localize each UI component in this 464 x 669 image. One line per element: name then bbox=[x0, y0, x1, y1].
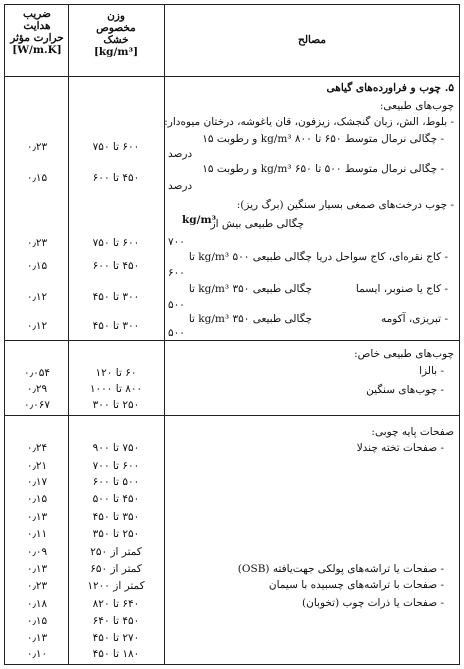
density-cell: ۶۰ تا ۱۲۰ bbox=[95, 367, 137, 379]
material-label: - کاج نقره‌ای، کاج سواحل دریا bbox=[316, 251, 448, 263]
header-conductivity-line: [W/m.K] bbox=[12, 44, 62, 56]
conductivity-cell: ۰٫۱۲ bbox=[26, 291, 48, 303]
material-label: - چگالی نرمال متوسط ۶۵۰ تا ۸۰۰ kg/m³ و رطوبت ۱۵ bbox=[202, 133, 444, 145]
header-density-line: خشک bbox=[103, 34, 129, 46]
density-cell: ۷۵۰ تا ۹۰۰ bbox=[92, 442, 140, 454]
section-divider-1 bbox=[4, 340, 460, 341]
material-label: - چوب درخت‌های صمغی بسیار سنگین (برگ ریز): bbox=[236, 199, 454, 211]
material-label: - کاج یا صنوبر، ایسما bbox=[355, 283, 448, 295]
header-conductivity-line: هدایت bbox=[23, 20, 51, 32]
header-density-line: [kg/m³] bbox=[93, 46, 139, 58]
material-label: - صفحات یا ذرات چوب (تخوبان) bbox=[302, 597, 444, 609]
value-label: ۵۰۰ bbox=[168, 299, 185, 311]
conductivity-cell: ۰٫۱۳ bbox=[26, 511, 48, 523]
density-cell: ۶۰۰ تا ۷۵۰ bbox=[92, 237, 140, 249]
header-conductivity-line: ضریب bbox=[23, 8, 51, 20]
material-label: - صفحات تخته چندلا bbox=[356, 442, 444, 454]
material-label: - صفحات یا تراشه‌های پولکی جهت‌یافته (OSB) bbox=[237, 563, 444, 575]
density-cell: ۳۵۰ تا ۴۵۰ bbox=[92, 511, 140, 523]
material-label: - چوب‌های سنگین bbox=[366, 384, 444, 396]
conductivity-cell: ۰٫۲۳ bbox=[26, 580, 48, 592]
material-label: - صفحات با تراشه‌های چسبیده با سیمان bbox=[268, 579, 444, 591]
density-cell: ۸۰۰ تا ۱۰۰۰ bbox=[89, 383, 143, 395]
density-cell: کمتر از ۶۵۰ bbox=[90, 563, 142, 575]
density-cell: ۴۵۰ تا ۶۰۰ bbox=[92, 172, 140, 184]
value-label: ۷۰۰ bbox=[168, 236, 185, 248]
conductivity-cell: ۰٫۰۹ bbox=[26, 546, 48, 558]
conductivity-cell: ۰٫۱۵ bbox=[26, 172, 48, 184]
column-divider-1 bbox=[68, 4, 69, 665]
unit-label: kg/m³ bbox=[182, 214, 217, 226]
header-materials: مصالح bbox=[298, 34, 326, 46]
material-label: چگالی طبیعی بیش از bbox=[210, 218, 304, 230]
conductivity-cell: ۰٫۲۳ bbox=[26, 237, 48, 249]
subsection-title: چوب‌های طبیعی: bbox=[379, 100, 454, 112]
density-cell: ۶۰۰ تا ۷۰۰ bbox=[92, 460, 140, 472]
conductivity-cell: ۰٫۱۵ bbox=[26, 260, 48, 272]
conductivity-cell: ۰٫۲۴ bbox=[26, 442, 48, 454]
density-cell: ۴۵۰ تا ۵۰۰ bbox=[92, 493, 140, 505]
conductivity-cell: ۰٫۱۰ bbox=[26, 648, 48, 660]
material-label: چگالی طبیعی ۳۵۰ kg/m³ تا bbox=[188, 313, 312, 325]
density-cell: کمتر از ۱۲۰۰ bbox=[87, 580, 145, 592]
density-cell: ۴۵۰ تا ۶۰۰ bbox=[92, 260, 140, 272]
conductivity-cell: ۰٫۰۶۷ bbox=[24, 399, 50, 411]
conductivity-cell: ۰٫۲۱ bbox=[26, 460, 48, 472]
header-conductivity-line: حرارت مؤثر bbox=[10, 32, 64, 44]
column-divider-2 bbox=[164, 4, 165, 665]
section-title: ۵. چوب و فراورده‌های گیاهی bbox=[326, 82, 454, 94]
density-cell: ۶۴۰ تا ۸۲۰ bbox=[92, 598, 140, 610]
conductivity-cell: ۰٫۱۵ bbox=[26, 493, 48, 505]
conductivity-cell: ۰٫۱۷ bbox=[26, 476, 48, 488]
subsection-title: چوب‌های طبیعی خاص: bbox=[354, 348, 454, 360]
conductivity-cell: ۰٫۱۳ bbox=[26, 632, 48, 644]
material-label: - چگالی نرمال متوسط ۵۰۰ تا ۶۵۰ kg/m³ و رطوبت ۱۵ bbox=[202, 163, 444, 175]
density-cell: ۱۸۰ تا ۴۵۰ bbox=[92, 648, 140, 660]
material-label: - بالزا bbox=[419, 365, 444, 377]
density-cell: ۶۰۰ تا ۷۵۰ bbox=[92, 141, 140, 153]
conductivity-cell: ۰٫۱۱ bbox=[26, 528, 48, 540]
header-density bbox=[70, 10, 162, 58]
value-label: ۵۰۰ bbox=[168, 327, 185, 339]
conductivity-cell: ۰٫۱۸ bbox=[26, 598, 48, 610]
section-divider-2 bbox=[4, 415, 460, 416]
material-label: - تبریزی، آکومه bbox=[380, 313, 448, 325]
density-cell: ۲۵۰ تا ۳۰۰ bbox=[92, 399, 140, 411]
density-cell: کمتر از ۲۵۰ bbox=[90, 546, 142, 558]
conductivity-cell: ۰٫۱۲ bbox=[26, 320, 48, 332]
subsection-title: صفحات پایه چوبی: bbox=[371, 426, 454, 438]
conductivity-cell: ۰٫۲۳ bbox=[26, 141, 48, 153]
density-cell: ۳۰۰ تا ۴۵۰ bbox=[92, 291, 140, 303]
header-conductivity bbox=[6, 8, 68, 56]
density-cell: ۲۵۰ تا ۳۵۰ bbox=[92, 528, 140, 540]
value-label: ۶۰۰ bbox=[168, 267, 185, 279]
material-label: - بلوط، الش، زبان گنجشک، زیزفون، قان یاغوشه، درختان میوه‌دار: bbox=[164, 116, 454, 128]
density-cell: ۵۰۰ تا ۶۰۰ bbox=[92, 476, 140, 488]
conductivity-cell: ۰٫۲۹ bbox=[26, 383, 48, 395]
density-cell: ۳۰۰ تا ۴۵۰ bbox=[92, 320, 140, 332]
header-density-line: وزن bbox=[107, 10, 125, 22]
density-cell: ۲۷۰ تا ۴۵۰ bbox=[92, 632, 140, 644]
conductivity-cell: ۰٫۱۳ bbox=[26, 563, 48, 575]
material-label: درصد bbox=[168, 180, 193, 192]
header-divider bbox=[4, 76, 460, 77]
density-cell: ۴۵۰ تا ۶۴۰ bbox=[92, 615, 140, 627]
material-label: درصد bbox=[168, 148, 193, 160]
material-label: چگالی طبیعی ۳۵۰ kg/m³ تا bbox=[188, 283, 312, 295]
conductivity-cell: ۰٫۰۵۴ bbox=[24, 367, 50, 379]
header-density-line: مخصوص bbox=[96, 22, 136, 34]
material-label: چگالی طبیعی ۵۰۰ kg/m³ تا bbox=[188, 251, 312, 263]
conductivity-cell: ۰٫۱۵ bbox=[26, 615, 48, 627]
